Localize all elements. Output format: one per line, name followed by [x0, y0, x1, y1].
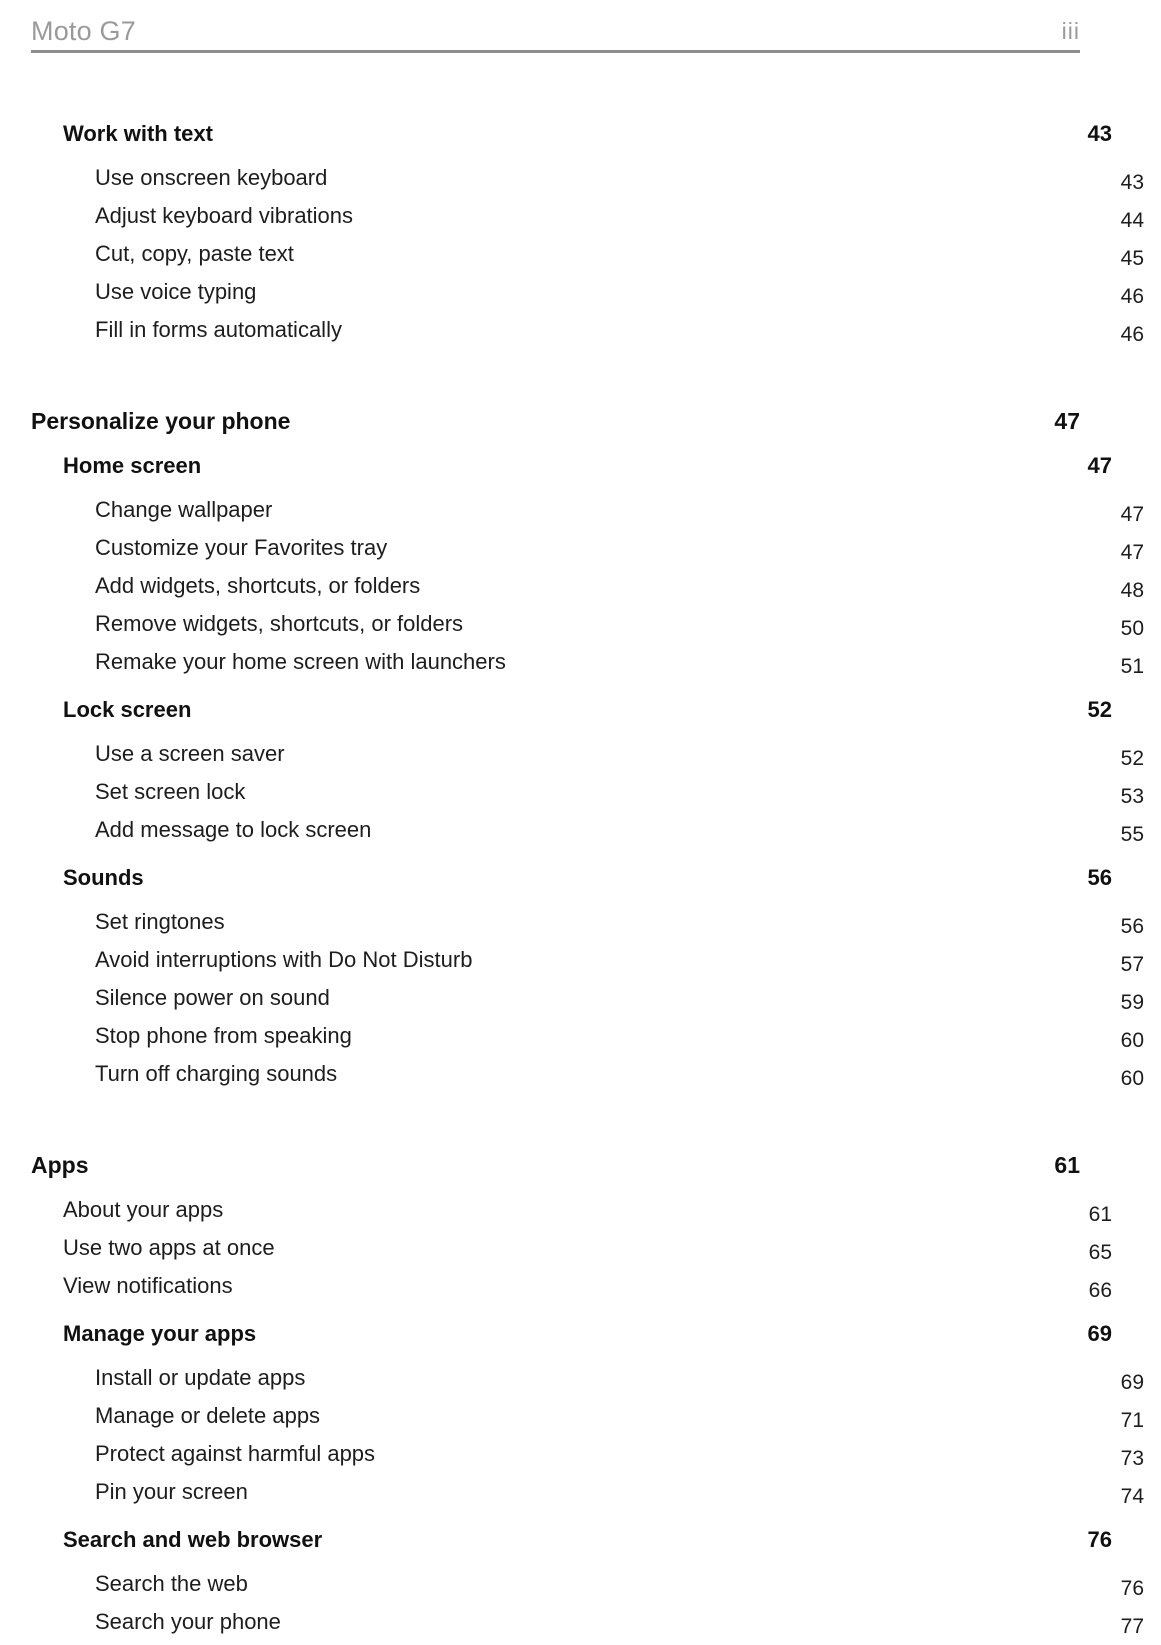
toc-entry-page-number: 77 — [1120, 1615, 1144, 1638]
toc-entry-page-number: 48 — [1120, 579, 1144, 602]
toc-entry[interactable] — [95, 197, 1144, 235]
toc-entry[interactable] — [95, 903, 1144, 941]
toc-entry[interactable] — [95, 235, 1144, 273]
toc-entry-label: Sounds — [63, 865, 144, 890]
toc-entry-label: Use a screen saver — [95, 741, 285, 766]
toc-entry-page-number: 69 — [1087, 1321, 1112, 1346]
toc-entry[interactable] — [95, 273, 1144, 311]
toc-entry-page-number: 73 — [1120, 1447, 1144, 1470]
toc-entry-label: Turn off charging sounds — [95, 1061, 338, 1086]
toc-entry-page-number: 45 — [1120, 247, 1144, 270]
toc-entry[interactable] — [95, 941, 1144, 979]
toc-entry-label: Use voice typing — [95, 279, 257, 304]
toc-entry-label: Cut, copy, paste text — [95, 241, 294, 266]
running-header-book-title: Moto G7 — [31, 16, 136, 46]
toc-entry-page-number: 61 — [1088, 1203, 1112, 1226]
toc-entry-page-number: 61 — [1054, 1152, 1080, 1178]
toc-entry[interactable] — [95, 1565, 1144, 1603]
toc-entry-label: Silence power on sound — [95, 985, 330, 1010]
toc-entry-page-number: 43 — [1120, 171, 1144, 194]
toc-entry[interactable] — [95, 1473, 1144, 1511]
toc-entry-page-number: 53 — [1120, 785, 1144, 808]
toc-entry[interactable] — [95, 735, 1144, 773]
toc-entry-label: Home screen — [63, 453, 202, 478]
toc-entry-label: Pin your screen — [95, 1479, 248, 1504]
toc-entry-label: Manage or delete apps — [95, 1403, 321, 1428]
toc-entry-page-number: 46 — [1120, 323, 1144, 346]
toc-entry[interactable] — [63, 1229, 1112, 1267]
toc-entry-label: Stop phone from speaking — [95, 1023, 352, 1048]
toc-entry-page-number: 76 — [1087, 1527, 1112, 1552]
toc-entry-label: Use two apps at once — [63, 1235, 275, 1260]
toc-entry-label: Add message to lock screen — [95, 817, 372, 842]
toc-entry-page-number: 44 — [1120, 209, 1144, 232]
toc-entry-label: Apps — [31, 1152, 89, 1178]
toc-entry[interactable] — [95, 529, 1144, 567]
toc-entry[interactable] — [95, 1435, 1144, 1473]
toc-entry[interactable] — [95, 567, 1144, 605]
toc-entry[interactable] — [63, 859, 1112, 897]
toc-entry-page-number: 76 — [1120, 1577, 1144, 1600]
toc-entry[interactable] — [95, 979, 1144, 1017]
toc-entry-page-number: 51 — [1120, 655, 1144, 678]
toc-entry[interactable] — [63, 1267, 1112, 1305]
toc-entry-page-number: 52 — [1120, 747, 1144, 770]
page-folio-number: iii — [1061, 18, 1080, 44]
toc-entry-page-number: 65 — [1088, 1241, 1112, 1264]
toc-entry[interactable] — [95, 643, 1144, 681]
toc-entry-label: Use onscreen keyboard — [95, 165, 328, 190]
toc-entry[interactable] — [95, 1603, 1144, 1641]
toc-entry-page-number: 47 — [1120, 541, 1144, 564]
toc-entry[interactable] — [95, 811, 1144, 849]
toc-entry-label: Remove widgets, shortcuts, or folders — [95, 611, 464, 636]
toc-entry[interactable] — [95, 491, 1144, 529]
table-of-contents-list — [31, 115, 1144, 1641]
toc-entry-label: Set screen lock — [95, 779, 246, 804]
toc-entry-label: Search and web browser — [63, 1527, 323, 1552]
toc-entry-label: Adjust keyboard vibrations — [95, 203, 354, 228]
toc-entry[interactable] — [63, 1521, 1112, 1559]
toc-entry-label: Install or update apps — [95, 1365, 306, 1390]
toc-entry-page-number: 47 — [1087, 453, 1112, 478]
toc-entry[interactable] — [63, 447, 1112, 485]
toc-entry-page-number: 47 — [1054, 408, 1080, 434]
toc-entry[interactable] — [95, 159, 1144, 197]
toc-entry-label: Fill in forms automatically — [95, 317, 342, 342]
toc-entry[interactable] — [63, 115, 1112, 153]
toc-entry-page-number: 43 — [1087, 121, 1112, 146]
header-rule-divider — [31, 50, 1080, 53]
toc-entry-page-number: 66 — [1088, 1279, 1112, 1302]
toc-entry-page-number: 69 — [1120, 1371, 1144, 1394]
toc-entry[interactable] — [95, 1397, 1144, 1435]
toc-entry[interactable] — [31, 1145, 1080, 1185]
toc-entry-page-number: 57 — [1120, 953, 1144, 976]
toc-entry-label: Add widgets, shortcuts, or folders — [95, 573, 421, 598]
toc-entry[interactable] — [95, 773, 1144, 811]
toc-entry-page-number: 56 — [1087, 865, 1112, 890]
toc-entry-page-number: 60 — [1120, 1067, 1144, 1090]
toc-entry-page-number: 71 — [1120, 1409, 1144, 1432]
toc-entry[interactable] — [31, 401, 1080, 441]
toc-entry[interactable] — [95, 1359, 1144, 1397]
page-header — [31, 0, 1080, 46]
toc-entry-label: Work with text — [63, 121, 213, 146]
toc-entry[interactable] — [63, 1191, 1112, 1229]
toc-entry-label: Protect against harmful apps — [95, 1441, 376, 1466]
toc-entry-page-number: 50 — [1120, 617, 1144, 640]
toc-entry-page-number: 74 — [1120, 1485, 1144, 1508]
toc-entry-page-number: 59 — [1120, 991, 1144, 1014]
toc-entry[interactable] — [63, 691, 1112, 729]
toc-entry-label: Search your phone — [95, 1609, 281, 1634]
toc-entry-page-number: 46 — [1120, 285, 1144, 308]
toc-entry-label: Search the web — [95, 1571, 248, 1596]
toc-entry-label: Customize your Favorites tray — [95, 535, 388, 560]
toc-entry-label: Change wallpaper — [95, 497, 273, 522]
toc-entry[interactable] — [95, 1017, 1144, 1055]
toc-entry-page-number: 56 — [1120, 915, 1144, 938]
toc-entry[interactable] — [95, 1055, 1144, 1093]
toc-entry-label: Remake your home screen with launchers — [95, 649, 506, 674]
toc-entry-page-number: 60 — [1120, 1029, 1144, 1052]
toc-entry-label: Personalize your phone — [31, 408, 291, 434]
toc-entry-page-number: 55 — [1120, 823, 1144, 846]
toc-entry[interactable] — [95, 311, 1144, 349]
toc-entry-label: View notifications — [63, 1273, 233, 1298]
toc-entry-label: About your apps — [63, 1197, 224, 1222]
toc-entry-label: Set ringtones — [95, 909, 225, 934]
toc-entry-label: Manage your apps — [63, 1321, 257, 1346]
toc-entry-label: Lock screen — [63, 697, 192, 722]
toc-entry-page-number: 52 — [1087, 697, 1112, 722]
toc-entry-page-number: 47 — [1120, 503, 1144, 526]
toc-entry[interactable] — [63, 1315, 1112, 1353]
toc-entry-label: Avoid interruptions with Do Not Disturb — [95, 947, 473, 972]
toc-entry[interactable] — [95, 605, 1144, 643]
